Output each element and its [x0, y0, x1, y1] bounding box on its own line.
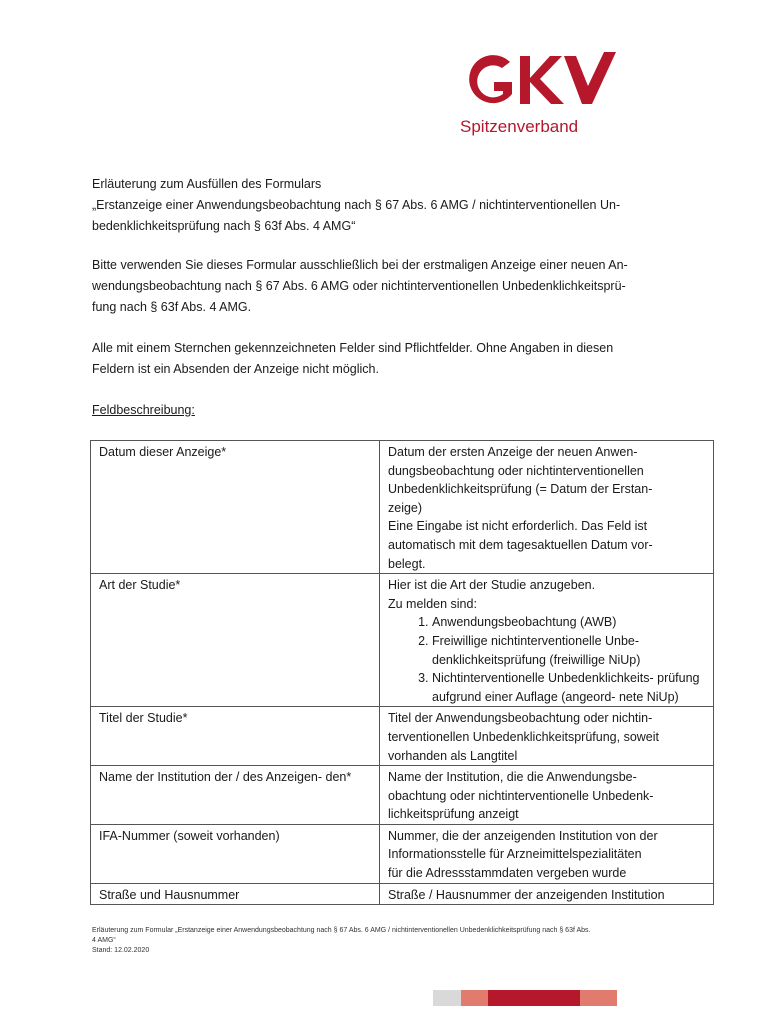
description-line: Name der Institution, die die Anwendungsbe- [388, 770, 637, 785]
description-line: Nummer, die der anzeigenden Institution von der [388, 828, 658, 843]
paragraph-line: Bitte verwenden Sie dieses Formular ausschließlich bei der erstmaligen Anzeige einer neuen An- [92, 258, 628, 272]
list-item: 1. Anwendungsbeobachtung (AWB) [432, 613, 705, 632]
study-type-options [388, 613, 705, 706]
description-line: Eine Eingabe ist nicht erforderlich. Das Feld ist [388, 519, 648, 534]
table-row [91, 824, 714, 883]
field-description [380, 574, 714, 707]
page-footer [92, 926, 692, 956]
footer-line: Erläuterung zum Formular „Erstanzeige einer Anwendungsbeobachtung nach § 67 Abs. 6 AMG / nichtinterventionellen Unbedenklichkeitsprüfung nach § 63f Abs. [92, 927, 591, 934]
document-heading [92, 174, 682, 237]
field-name: Art der Studie* [91, 574, 380, 707]
intro-section [92, 174, 682, 441]
field-name: Name der Institution der / des Anzeigen- den* [91, 766, 380, 825]
paragraph-line: Feldern ist ein Absenden der Anzeige nicht möglich. [92, 362, 379, 376]
logo-letter-g [469, 55, 512, 103]
description-line: Informationsstelle für Arzneimittelspezialitäten [388, 847, 642, 862]
field-description [380, 766, 714, 825]
decor-bar-segment [433, 990, 461, 1006]
description-line: Titel der Anwendungsbeobachtung oder nichtin- [388, 711, 653, 726]
logo-subtitle: Spitzenverband [460, 117, 579, 136]
footer-line: 4 AMG“ [92, 937, 116, 944]
description-line: belegt. [388, 556, 426, 571]
table-row [91, 574, 714, 707]
table-row [91, 883, 714, 905]
field-description-table [90, 440, 714, 905]
footer-date: Stand: 12.02.2020 [92, 947, 150, 954]
section-title: Feldbeschreibung: [92, 403, 195, 417]
paragraph-line: fung nach § 63f Abs. 4 AMG. [92, 300, 252, 314]
field-description [380, 883, 714, 905]
description-line: Unbedenklichkeitsprüfung (= Datum der Erstan- [388, 482, 653, 497]
heading-line: Erläuterung zum Ausfüllen des Formulars [92, 177, 322, 191]
description-line: dungsbeobachtung oder nichtinterventionellen [388, 463, 644, 478]
field-name: Straße und Hausnummer [91, 883, 380, 905]
logo-letter-v [564, 52, 616, 104]
heading-line: bedenklichkeitsprüfung nach § 63f Abs. 4 AMG“ [92, 219, 356, 233]
field-name: IFA-Nummer (soweit vorhanden) [91, 824, 380, 883]
description-line: lichkeitsprüfung anzeigt [388, 807, 519, 822]
description-line: vorhanden als Langtitel [388, 748, 518, 763]
decor-bar-segment [488, 990, 580, 1006]
field-description [380, 824, 714, 883]
heading-line: „Erstanzeige einer Anwendungsbeobachtung nach § 67 Abs. 6 AMG / nichtinterventionellen Un- [92, 198, 621, 212]
field-description [380, 707, 714, 766]
usage-paragraph [92, 255, 682, 318]
field-description [380, 441, 714, 574]
description-line: zeige) [388, 500, 423, 515]
description-line: obachtung oder nichtinterventionelle Unbedenk- [388, 788, 654, 803]
list-item: 3. Nichtinterventionelle Unbedenklichkeits- prüfung aufgrund einer Auflage (angeord- nete NiUp) [432, 669, 705, 706]
description-line: automatisch mit dem tagesaktuellen Datum vor- [388, 537, 653, 552]
description-line: Hier ist die Art der Studie anzugeben. [388, 578, 596, 593]
table-row [91, 707, 714, 766]
field-name: Titel der Studie* [91, 707, 380, 766]
description-line: Zu melden sind: [388, 596, 477, 611]
description-line: Straße / Hausnummer der anzeigenden Institution [388, 887, 665, 902]
required-fields-paragraph [92, 338, 682, 380]
field-name: Datum dieser Anzeige* [91, 441, 380, 574]
logo-letter-k [520, 56, 564, 104]
description-line: terventionellen Unbedenklichkeitsprüfung, soweit [388, 729, 659, 744]
decor-bar-segment [580, 990, 617, 1006]
decor-bar-segment [461, 990, 488, 1006]
list-item: 2. Freiwillige nichtinterventionelle Unbe- denklichkeitsprüfung (freiwillige NiUp) [432, 632, 705, 669]
paragraph-line: Alle mit einem Sternchen gekennzeichneten Felder sind Pflichtfelder. Ohne Angaben in diesen [92, 341, 614, 355]
table-row [91, 441, 714, 574]
paragraph-line: wendungsbeobachtung nach § 67 Abs. 6 AMG oder nichtinterventionellen Unbedenklichkeitsprü- [92, 279, 626, 293]
description-line: Datum der ersten Anzeige der neuen Anwen- [388, 445, 638, 459]
table-row [91, 766, 714, 825]
description-line: für die Adressstammdaten vergeben wurde [388, 866, 627, 881]
